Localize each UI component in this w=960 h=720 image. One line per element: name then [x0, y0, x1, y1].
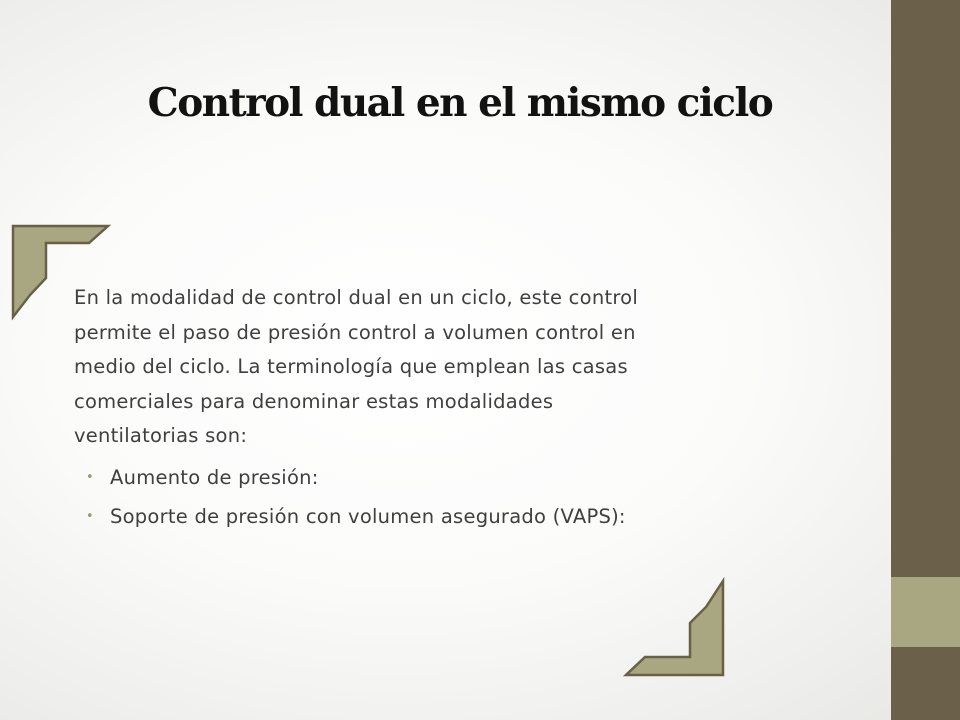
bullet-list [74, 461, 654, 534]
right-accent-band-light-segment [891, 577, 960, 647]
bullet-text: Aumento de presión: [110, 465, 319, 489]
bullet-item [86, 461, 654, 495]
slide-title: Control dual en el mismo ciclo [147, 80, 773, 126]
bullet-point-icon: • [86, 508, 94, 524]
right-accent-band [891, 0, 960, 720]
body-content [74, 281, 654, 539]
bullet-item [86, 500, 654, 534]
body-paragraph: En la modalidad de control dual en un ciclo, este control permite el paso de presión control a volumen control en medio del ciclo. La terminología que emplean las casas comerciales para denominar estas modalidades ventilatorias son: [74, 286, 639, 447]
bullet-text: Soporte de presión con volumen asegurado (VAPS): [110, 504, 626, 528]
bullet-point-icon: • [86, 469, 94, 485]
bottom-right-corner-ornament [622, 577, 728, 683]
